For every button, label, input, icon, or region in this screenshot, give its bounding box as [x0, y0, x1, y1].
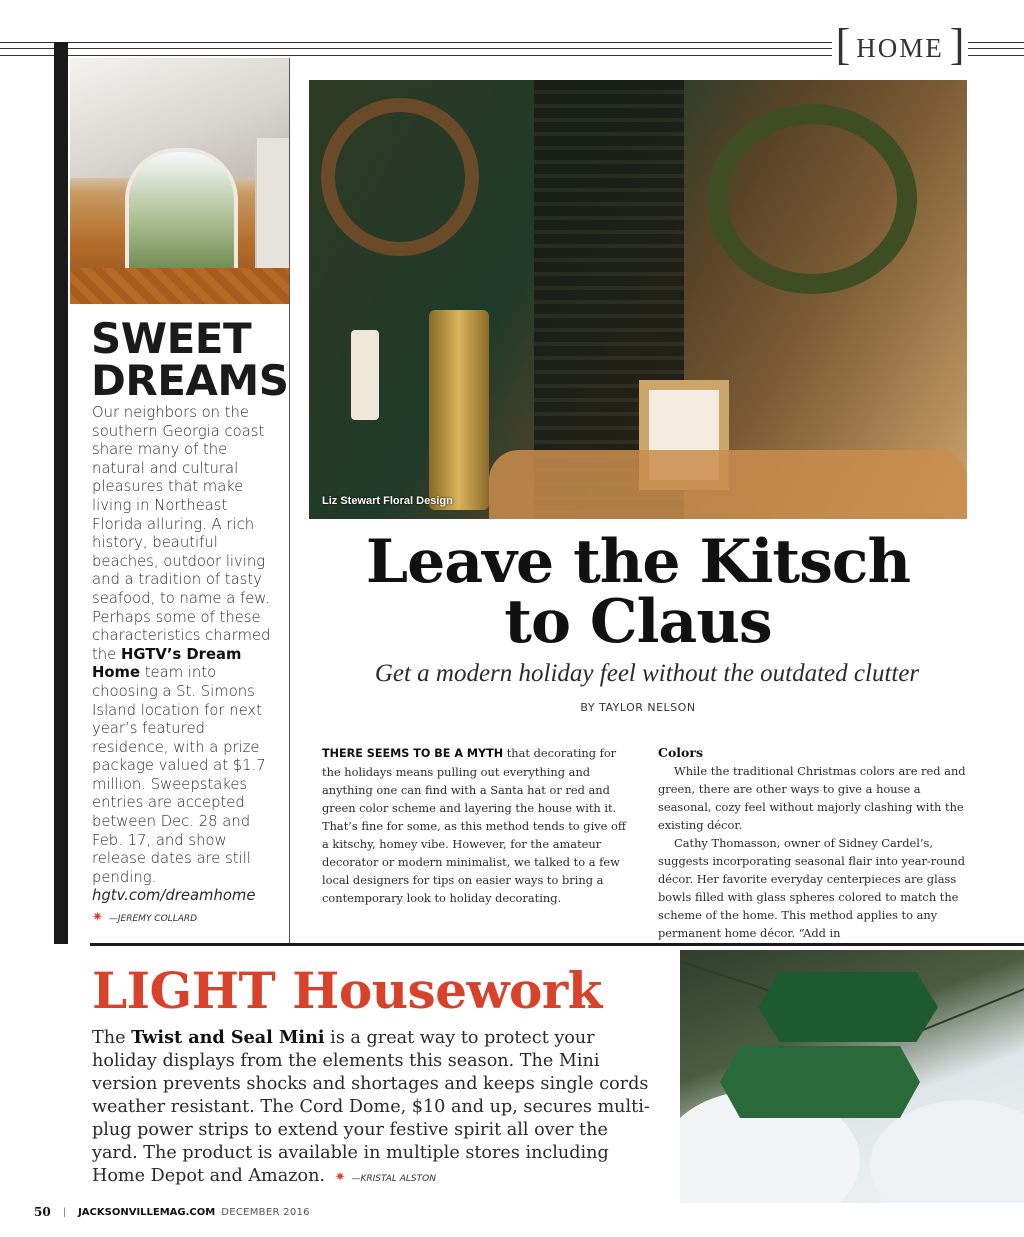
headline-line2: to Claus [504, 587, 772, 657]
footer-date: DECEMBER 2016 [221, 1206, 310, 1218]
sidebar-body [92, 404, 282, 906]
light-housework-title: LIGHT Housework [92, 961, 602, 1020]
page-footer [34, 1205, 310, 1219]
asterisk-star-icon: ✷ [334, 1170, 346, 1185]
column-1-text: that decorating for the holidays means pulling out everything and anything one can find with a Santa hat or red and green color scheme and layering the house with it. That’s fine for some, as this method tends to give off a kitschy, homey vibe. However, for the amateur decorator or modern minimalist, we talked to a few local designers for tips on easier ways to bring a contemporary look to holiday decorating. [322, 746, 626, 905]
sidebar-title [91, 314, 289, 405]
sidebar-title-line1: SWEET [91, 314, 252, 363]
section-label: HOME [856, 32, 944, 63]
photo-burlap [489, 450, 967, 519]
room-photo [70, 58, 289, 304]
photo-brass-vase [429, 310, 489, 510]
sidebar-byline [92, 910, 197, 925]
section-tag [832, 20, 968, 72]
light-housework-body [92, 1026, 657, 1191]
bracket-left: [ [835, 20, 851, 69]
feature-byline: BY TAYLOR NELSON [580, 701, 696, 714]
footer-site: JACKSONVILLEMAG.COM [78, 1206, 216, 1218]
floral-photo [309, 80, 967, 519]
sidebar-body-text-2: team into choosing a St. Simons Island location for next year’s featured residence, with a prize package valued at $1.7 million. Sweepstakes entries are accepted between Dec. 28 and Feb. 17, and show release dates are still pending. [92, 664, 266, 886]
room-floor [70, 268, 289, 304]
sidebar-divider [289, 58, 290, 944]
bracket-right: ] [949, 20, 965, 69]
photo-dome-lid [758, 972, 938, 1042]
sidebar-link[interactable]: hgtv.com/dreamhome [92, 887, 256, 905]
lh-body-text-1: The [92, 1028, 132, 1048]
feature-column-2 [658, 744, 968, 942]
feature-column-1 [322, 744, 632, 907]
room-window [125, 148, 238, 276]
section-divider [90, 943, 1024, 946]
feature-dek: Get a modern holiday feel without the outdated clutter [374, 660, 920, 687]
sidebar-title-line2: DREAMS [91, 356, 289, 405]
left-accent-bar [54, 42, 68, 944]
sidebar-byline-text: —JEREMY COLLARD [108, 914, 198, 924]
asterisk-star-icon: ✷ [92, 910, 103, 925]
lh-body-text-2: is a great way to protect your holiday displays from the elements this season. The Mini version prevents shocks and shortages and keeps single cords weather resistant. The Cord Dome, $10 and up, secures multi-plug power strips to extend your festive spirit all over the yard. The product is available in multiple stores including Home Depot and Amazon. [92, 1028, 650, 1186]
column-2-paragraph-2: Cathy Thomasson, owner of Sidney Cardel’s, suggests incorporating seasonal flair into year-round décor. Her favorite everyday centerpieces are glass bowls filled with glass spheres colored to match the scheme of the home. This method applies to any permanent home décor. “Add in [658, 836, 966, 940]
photo-dome-base [720, 1046, 920, 1118]
feature-headline [309, 527, 967, 657]
light-housework-byline: —KRISTAL ALSTON [351, 1174, 436, 1184]
sidebar-body-text-1: Our neighbors on the southern Georgia coast share many of the natural and cultural pleasures that make living in Northeast Florida alluring. A rich history, beautiful beaches, outdoor living and a tradition of tasty seafood, to name a few. Perhaps some of these characteristics charmed the [92, 404, 271, 663]
photo-credit: Liz Stewart Floral Design [322, 495, 453, 507]
cord-dome-photo [680, 950, 1024, 1203]
headline-line1: Leave the Kitsch [365, 527, 911, 597]
page-number: 50 [34, 1205, 51, 1219]
photo-wreath-green [707, 104, 917, 294]
lead-in: THERE SEEMS TO BE A MYTH [322, 747, 504, 760]
photo-wreath-twig [321, 98, 479, 256]
sidebar-body-bold: HGTV’s Dream Home [92, 645, 242, 682]
footer-separator: | [62, 1206, 67, 1218]
lh-body-bold: Twist and Seal Mini [131, 1027, 325, 1048]
photo-candle [351, 330, 379, 420]
colors-subhead: Colors [658, 745, 703, 760]
column-2-paragraph-1: While the traditional Christmas colors are red and green, there are other ways to give a house a seasonal, cozy feel without majorly clashing with the existing décor. [658, 764, 966, 832]
